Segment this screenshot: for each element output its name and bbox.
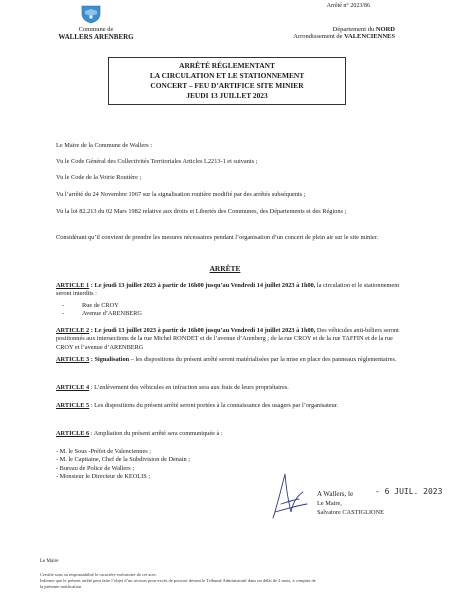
article-1-label: ARTICLE 1 bbox=[56, 282, 90, 289]
footer-le-maire: Le Maire bbox=[40, 559, 59, 564]
footer-line-1: Certifie sous sa responsabilité le caractère exécutoire de cet acte. bbox=[40, 572, 157, 577]
article-4-label: ARTICLE 4 bbox=[56, 384, 90, 391]
footer-line-3: la présente notification bbox=[40, 584, 82, 589]
considerant: Considérant qu’il convient de prendre les mesures nécessaires pendant l’organisation d’un concert de plein air sur le site minier. bbox=[56, 234, 379, 241]
vu-cgct: Vu le Code Général des Collectivités Territoriales Articles L2213-1 et suivants ; bbox=[56, 158, 258, 165]
article-3 bbox=[56, 356, 406, 364]
article-4 bbox=[56, 384, 406, 392]
department-prefix: Département du bbox=[332, 26, 376, 33]
article-3-sep: : bbox=[89, 356, 95, 363]
list-item: - M. le Capitaine, Chef de la Subdivision de Denain ; bbox=[56, 456, 190, 464]
signature-role: Le Maire, bbox=[317, 500, 342, 507]
list-item-text: Rue de CROY bbox=[82, 302, 119, 309]
article-1 bbox=[56, 282, 406, 299]
signature-name: Salvatore CASTIGLIONE bbox=[317, 509, 384, 516]
article-2-label: ARTICLE 2 bbox=[56, 327, 90, 334]
arrondissement bbox=[215, 33, 395, 40]
vu-arrete-1967: Vu l’arrêté du 24 Novembre 1967 sur la signalisation routière modifié par des arrêtés subséquents ; bbox=[56, 191, 306, 198]
arrete-heading: ARRÊTE bbox=[209, 264, 241, 273]
article-5-label: ARTICLE 5 bbox=[56, 402, 90, 409]
article-4-text: : L’enlèvement des véhicules en infraction sera aux frais de leurs propriétaires. bbox=[89, 384, 289, 391]
article-1-list bbox=[62, 302, 142, 319]
handwritten-signature bbox=[255, 466, 315, 526]
article-2 bbox=[56, 327, 406, 352]
article-1-text: la circulation et le stationnement seront interdits : bbox=[56, 282, 400, 298]
list-item-text: Avenue d’ARENBERG bbox=[82, 310, 142, 318]
list-item: - Monsieur le Directeur de KEOLIS ; bbox=[56, 473, 151, 481]
list-item: - Bureau de Police de Wallers ; bbox=[56, 464, 135, 472]
arrondissement-name: VALENCIENNES bbox=[344, 33, 395, 40]
arrete-number: Arrêté n° 2023/86 bbox=[326, 3, 370, 9]
maire-intro: Le Maire de la Commune de Wallers : bbox=[56, 142, 153, 149]
article-5-text: : Les dispositions du présent arrêté seront portées à la connaissance des usagers par l’organisateur. bbox=[89, 402, 339, 409]
article-6-text: : Ampliation du présent arrêté sera communiquée à : bbox=[89, 430, 223, 437]
article-3-text: – les dispositions du présent arrêté seront matérialisées par la mise en place des panneaux réglementaires. bbox=[129, 356, 397, 363]
vu-loi-1982: Vu la loi 82.213 du 02 Mars 1982 relative aux droits et Libertés des Communes, des Départements et des Régions ; bbox=[56, 208, 347, 215]
article-6 bbox=[56, 430, 406, 438]
vu-voirie: Vu le Code de la Voirie Routière ; bbox=[56, 174, 142, 181]
department-name: NORD bbox=[375, 26, 395, 33]
title-line-3: CONCERT – FEU D’ARTIFICE SITE MINIER bbox=[150, 81, 304, 90]
footer-line-2: Informe que le présent arrêté peut faire l’objet d’un recours pour excès de pouvoir devant le Tribunal Administratif dans un délai de 2 mois, à compter de bbox=[40, 578, 316, 583]
ampliation-list bbox=[56, 448, 406, 482]
list-item: - M. le Sous -Préfet de Valenciennes ; bbox=[56, 448, 152, 455]
title-line-1: ARRÊTÉ RÉGLEMENTANT bbox=[179, 61, 275, 70]
department bbox=[235, 26, 395, 33]
document-title-box bbox=[108, 57, 346, 105]
arrondissement-prefix: Arrondissement de bbox=[293, 33, 345, 40]
article-2-bold: Le jeudi 13 juillet 2023 à partir de 16h00 jusqu’au Vendredi 14 juillet 2023 à 1h00, bbox=[94, 327, 316, 334]
list-item: - Rue de CROY bbox=[62, 302, 119, 309]
commune-coat-of-arms-icon bbox=[80, 5, 102, 24]
title-line-4: JEUDI 13 JUILLET 2023 bbox=[186, 91, 268, 100]
signature-place: A Wallers, le bbox=[317, 490, 354, 498]
article-2-sep: : bbox=[89, 327, 95, 334]
article-2-text: Des véhicules anti-béliers seront positionnés aux intersections de la rue Michel RONDET et de l’avenue d’Arenberg ; de la rue CROY et de la rue TAFFIN et de la rue CROY et l’avenue d’ARENBERG bbox=[56, 327, 399, 351]
list-item: - Avenue d’ARENBERG bbox=[62, 310, 142, 318]
article-5 bbox=[56, 402, 406, 410]
signature-date-stamp: - 6 JUIL. 2023 bbox=[375, 487, 443, 496]
article-1-sep: : bbox=[89, 282, 95, 289]
article-3-bold: Signalisation bbox=[94, 356, 130, 363]
article-1-bold: Le jeudi 13 juillet 2023 à partir de 16h00 jusqu’au Vendredi 14 juillet 2023 à 1h00, bbox=[94, 282, 316, 289]
article-3-label: ARTICLE 3 bbox=[56, 356, 90, 363]
commune-name: WALLERS ARENBERG bbox=[58, 33, 134, 41]
article-6-label: ARTICLE 6 bbox=[56, 430, 90, 437]
commune-label: Commune de bbox=[78, 26, 114, 33]
title-line-2: LA CIRCULATION ET LE STATIONNEMENT bbox=[149, 71, 305, 80]
